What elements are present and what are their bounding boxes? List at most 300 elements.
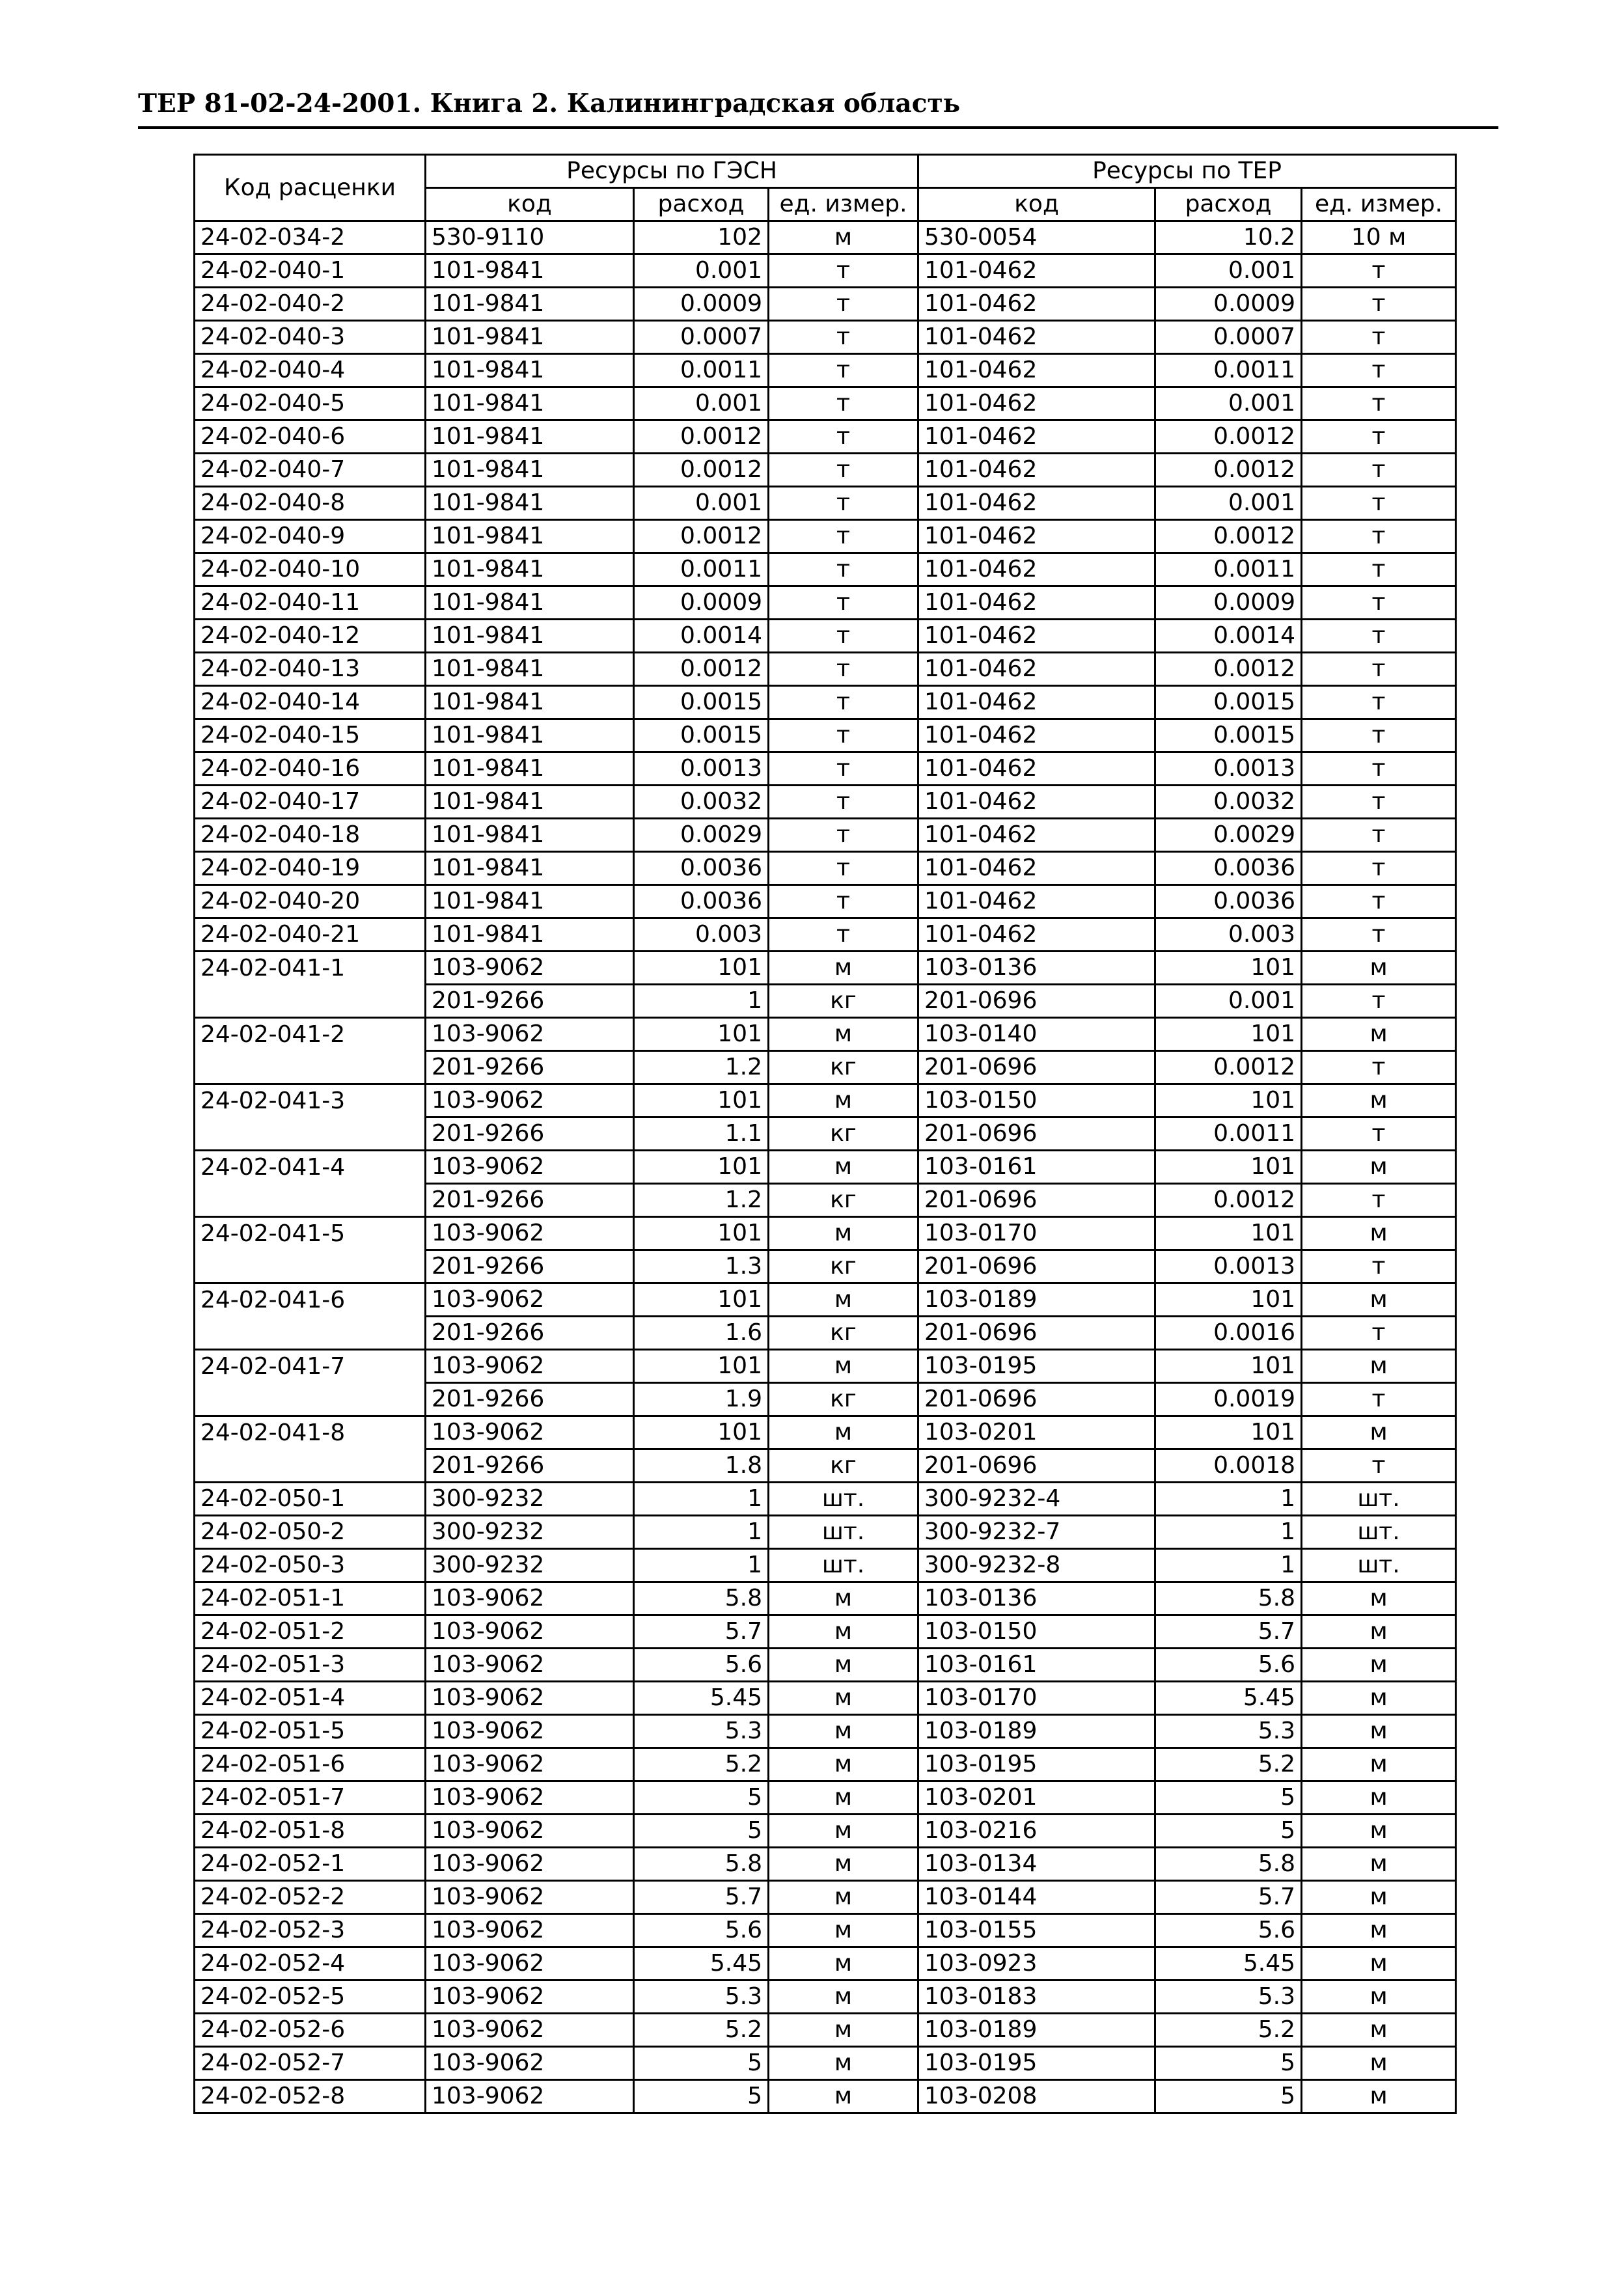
gesn-unit-cell: т	[769, 420, 918, 454]
gesn-unit-cell: м	[769, 1649, 918, 1682]
ter-amount-cell: 0.0019	[1155, 1383, 1302, 1416]
rate-code-cell: 24-02-040-17	[195, 786, 426, 819]
ter-unit-cell: т	[1302, 653, 1456, 686]
table-row	[195, 487, 1456, 520]
ter-amount-cell: 1	[1155, 1483, 1302, 1516]
ter-unit-cell: т	[1302, 420, 1456, 454]
ter-code-cell: 101-0462	[918, 752, 1155, 786]
ter-amount-cell: 0.0036	[1155, 852, 1302, 885]
ter-unit-cell: т	[1302, 487, 1456, 520]
ter-code-cell: 101-0462	[918, 520, 1155, 553]
ter-unit-cell: м	[1302, 1582, 1456, 1615]
table-row	[195, 1615, 1456, 1649]
ter-amount-cell: 101	[1155, 1350, 1302, 1383]
ter-unit-cell: м	[1302, 952, 1456, 985]
gesn-amount-cell: 1	[634, 1549, 769, 1582]
gesn-amount-cell: 101	[634, 1217, 769, 1250]
ter-code-cell: 103-0195	[918, 1748, 1155, 1781]
gesn-amount-cell: 0.0012	[634, 454, 769, 487]
table-row	[195, 1549, 1456, 1582]
ter-code-cell: 101-0462	[918, 918, 1155, 952]
gesn-code-cell: 101-9841	[426, 487, 634, 520]
ter-amount-cell: 101	[1155, 1151, 1302, 1184]
gesn-unit-cell: м	[769, 2080, 918, 2113]
ter-unit-cell: т	[1302, 686, 1456, 719]
table-row	[195, 620, 1456, 653]
ter-unit-cell: м	[1302, 2080, 1456, 2113]
rate-code-cell: 24-02-034-2	[195, 221, 426, 254]
rate-code-cell	[195, 1250, 426, 1283]
gesn-code-cell: 103-9062	[426, 1283, 634, 1317]
gesn-amount-cell: 1	[634, 1483, 769, 1516]
ter-code-cell: 300-9232-7	[918, 1516, 1155, 1549]
table-row	[195, 321, 1456, 354]
table-row	[195, 1748, 1456, 1781]
table-row	[195, 1582, 1456, 1615]
gesn-unit-cell: м	[769, 1781, 918, 1815]
ter-code-cell: 103-0155	[918, 1914, 1155, 1947]
ter-unit-cell: т	[1302, 288, 1456, 321]
rate-code-cell: 24-02-041-1	[195, 952, 426, 985]
ter-unit-cell: м	[1302, 1848, 1456, 1881]
gesn-amount-cell: 1.3	[634, 1250, 769, 1283]
rate-code-cell: 24-02-051-6	[195, 1748, 426, 1781]
ter-code-cell: 201-0696	[918, 1184, 1155, 1217]
header-gesn-code: код	[426, 188, 634, 221]
rate-code-cell: 24-02-040-9	[195, 520, 426, 553]
gesn-amount-cell: 0.0036	[634, 885, 769, 918]
ter-unit-cell: 10 м	[1302, 221, 1456, 254]
ter-unit-cell: т	[1302, 254, 1456, 288]
gesn-amount-cell: 5	[634, 2080, 769, 2113]
gesn-unit-cell: м	[769, 1715, 918, 1748]
gesn-code-cell: 103-9062	[426, 1582, 634, 1615]
page-title: ТЕР 81-02-24-2001. Книга 2. Калининградская область	[138, 89, 961, 118]
gesn-amount-cell: 5	[634, 2047, 769, 2080]
ter-code-cell: 101-0462	[918, 719, 1155, 752]
gesn-unit-cell: т	[769, 918, 918, 952]
gesn-code-cell: 101-9841	[426, 420, 634, 454]
ter-unit-cell: шт.	[1302, 1483, 1456, 1516]
ter-amount-cell: 5.45	[1155, 1682, 1302, 1715]
ter-amount-cell: 0.0009	[1155, 288, 1302, 321]
gesn-code-cell: 103-9062	[426, 1084, 634, 1117]
ter-code-cell: 103-0208	[918, 2080, 1155, 2113]
ter-unit-cell: т	[1302, 1184, 1456, 1217]
ter-code-cell: 201-0696	[918, 1317, 1155, 1350]
gesn-unit-cell: т	[769, 586, 918, 620]
table-row	[195, 1184, 1456, 1217]
gesn-unit-cell: кг	[769, 1449, 918, 1483]
gesn-unit-cell: т	[769, 653, 918, 686]
gesn-amount-cell: 5.7	[634, 1615, 769, 1649]
ter-code-cell: 101-0462	[918, 387, 1155, 420]
ter-code-cell: 103-0161	[918, 1649, 1155, 1682]
gesn-unit-cell: т	[769, 454, 918, 487]
ter-unit-cell: т	[1302, 719, 1456, 752]
ter-unit-cell: т	[1302, 387, 1456, 420]
ter-amount-cell: 1	[1155, 1516, 1302, 1549]
rate-code-cell: 24-02-041-5	[195, 1217, 426, 1250]
rate-code-cell: 24-02-040-1	[195, 254, 426, 288]
table-row	[195, 1848, 1456, 1881]
ter-amount-cell: 0.0032	[1155, 786, 1302, 819]
ter-code-cell: 103-0189	[918, 1283, 1155, 1317]
ter-unit-cell: т	[1302, 1051, 1456, 1084]
ter-unit-cell: т	[1302, 1317, 1456, 1350]
rate-code-cell: 24-02-040-14	[195, 686, 426, 719]
table-row	[195, 1018, 1456, 1051]
header-ter-code: код	[918, 188, 1155, 221]
table-row	[195, 2014, 1456, 2047]
rate-code-cell: 24-02-040-10	[195, 553, 426, 586]
ter-unit-cell: т	[1302, 1383, 1456, 1416]
ter-unit-cell: т	[1302, 1449, 1456, 1483]
ter-unit-cell: м	[1302, 1914, 1456, 1947]
rate-code-cell: 24-02-052-8	[195, 2080, 426, 2113]
table-row	[195, 1117, 1456, 1151]
table-row	[195, 985, 1456, 1018]
gesn-code-cell: 103-9062	[426, 1947, 634, 1981]
gesn-unit-cell: кг	[769, 1317, 918, 1350]
gesn-code-cell: 300-9232	[426, 1516, 634, 1549]
rate-code-cell: 24-02-051-5	[195, 1715, 426, 1748]
ter-unit-cell: т	[1302, 1250, 1456, 1283]
table-row	[195, 653, 1456, 686]
gesn-code-cell: 103-9062	[426, 1151, 634, 1184]
gesn-amount-cell: 5.2	[634, 1748, 769, 1781]
ter-code-cell: 530-0054	[918, 221, 1155, 254]
table-row	[195, 1449, 1456, 1483]
ter-code-cell: 103-0201	[918, 1416, 1155, 1449]
gesn-amount-cell: 5	[634, 1781, 769, 1815]
gesn-unit-cell: м	[769, 2014, 918, 2047]
gesn-code-cell: 101-9841	[426, 719, 634, 752]
ter-amount-cell: 101	[1155, 1018, 1302, 1051]
rate-code-cell: 24-02-051-2	[195, 1615, 426, 1649]
gesn-code-cell: 101-9841	[426, 786, 634, 819]
table-row	[195, 520, 1456, 553]
gesn-amount-cell: 0.001	[634, 487, 769, 520]
gesn-code-cell: 201-9266	[426, 1383, 634, 1416]
gesn-amount-cell: 1	[634, 985, 769, 1018]
title-rule	[138, 126, 1498, 129]
ter-amount-cell: 0.0013	[1155, 752, 1302, 786]
gesn-amount-cell: 1	[634, 1516, 769, 1549]
gesn-unit-cell: кг	[769, 1117, 918, 1151]
rate-code-cell: 24-02-040-6	[195, 420, 426, 454]
ter-amount-cell: 5.8	[1155, 1582, 1302, 1615]
rate-code-cell: 24-02-041-8	[195, 1416, 426, 1449]
gesn-unit-cell: м	[769, 952, 918, 985]
ter-unit-cell: м	[1302, 1283, 1456, 1317]
ter-amount-cell: 0.001	[1155, 387, 1302, 420]
ter-amount-cell: 5.3	[1155, 1981, 1302, 2014]
ter-amount-cell: 5.3	[1155, 1715, 1302, 1748]
rate-code-cell	[195, 1383, 426, 1416]
gesn-unit-cell: т	[769, 553, 918, 586]
table-row	[195, 1881, 1456, 1914]
ter-unit-cell: м	[1302, 1350, 1456, 1383]
gesn-amount-cell: 1.6	[634, 1317, 769, 1350]
ter-unit-cell: т	[1302, 586, 1456, 620]
ter-unit-cell: т	[1302, 819, 1456, 852]
gesn-unit-cell: кг	[769, 985, 918, 1018]
gesn-code-cell: 201-9266	[426, 1250, 634, 1283]
table-row	[195, 454, 1456, 487]
rate-code-cell: 24-02-041-2	[195, 1018, 426, 1051]
gesn-code-cell: 103-9062	[426, 1848, 634, 1881]
gesn-amount-cell: 1.2	[634, 1051, 769, 1084]
gesn-amount-cell: 0.0015	[634, 719, 769, 752]
ter-amount-cell: 0.0012	[1155, 454, 1302, 487]
rate-code-cell	[195, 1184, 426, 1217]
table-row	[195, 1250, 1456, 1283]
table-row	[195, 1317, 1456, 1350]
rate-code-cell: 24-02-051-4	[195, 1682, 426, 1715]
table-row	[195, 1416, 1456, 1449]
gesn-code-cell: 101-9841	[426, 918, 634, 952]
ter-amount-cell: 0.001	[1155, 487, 1302, 520]
gesn-unit-cell: м	[769, 1416, 918, 1449]
ter-amount-cell: 101	[1155, 1416, 1302, 1449]
gesn-unit-cell: шт.	[769, 1549, 918, 1582]
table-row	[195, 1051, 1456, 1084]
gesn-amount-cell: 0.0012	[634, 420, 769, 454]
rate-code-cell: 24-02-051-1	[195, 1582, 426, 1615]
ter-amount-cell: 1	[1155, 1549, 1302, 1582]
ter-code-cell: 101-0462	[918, 586, 1155, 620]
gesn-code-cell: 103-9062	[426, 1018, 634, 1051]
table-row	[195, 719, 1456, 752]
ter-amount-cell: 5.7	[1155, 1615, 1302, 1649]
gesn-unit-cell: т	[769, 752, 918, 786]
ter-unit-cell: т	[1302, 985, 1456, 1018]
table-row	[195, 254, 1456, 288]
header-group-gesn: Ресурсы по ГЭСН	[426, 155, 918, 188]
ter-amount-cell: 101	[1155, 952, 1302, 985]
ter-code-cell: 101-0462	[918, 454, 1155, 487]
gesn-amount-cell: 0.0032	[634, 786, 769, 819]
ter-code-cell: 103-0161	[918, 1151, 1155, 1184]
gesn-code-cell: 101-9841	[426, 387, 634, 420]
gesn-amount-cell: 0.0012	[634, 653, 769, 686]
ter-unit-cell: т	[1302, 752, 1456, 786]
ter-code-cell: 201-0696	[918, 1383, 1155, 1416]
ter-code-cell: 103-0144	[918, 1881, 1155, 1914]
gesn-amount-cell: 101	[634, 1018, 769, 1051]
gesn-code-cell: 103-9062	[426, 1815, 634, 1848]
table-row	[195, 1649, 1456, 1682]
gesn-code-cell: 101-9841	[426, 586, 634, 620]
gesn-unit-cell: м	[769, 1682, 918, 1715]
gesn-unit-cell: т	[769, 288, 918, 321]
ter-amount-cell: 5	[1155, 2047, 1302, 2080]
ter-code-cell: 103-0183	[918, 1981, 1155, 2014]
gesn-amount-cell: 5.8	[634, 1848, 769, 1881]
gesn-unit-cell: т	[769, 686, 918, 719]
ter-code-cell: 101-0462	[918, 852, 1155, 885]
gesn-amount-cell: 1.2	[634, 1184, 769, 1217]
gesn-unit-cell: кг	[769, 1051, 918, 1084]
ter-code-cell: 201-0696	[918, 1250, 1155, 1283]
gesn-amount-cell: 0.0013	[634, 752, 769, 786]
ter-amount-cell: 0.0011	[1155, 1117, 1302, 1151]
rate-code-cell: 24-02-051-7	[195, 1781, 426, 1815]
ter-amount-cell: 0.0012	[1155, 1051, 1302, 1084]
gesn-amount-cell: 0.0009	[634, 288, 769, 321]
table-row	[195, 221, 1456, 254]
ter-amount-cell: 101	[1155, 1084, 1302, 1117]
gesn-code-cell: 103-9062	[426, 1715, 634, 1748]
table-row	[195, 786, 1456, 819]
gesn-amount-cell: 102	[634, 221, 769, 254]
ter-unit-cell: т	[1302, 786, 1456, 819]
table-row	[195, 885, 1456, 918]
gesn-code-cell: 103-9062	[426, 1748, 634, 1781]
ter-code-cell: 101-0462	[918, 620, 1155, 653]
ter-code-cell: 103-0189	[918, 2014, 1155, 2047]
gesn-amount-cell: 1.1	[634, 1117, 769, 1151]
gesn-code-cell: 101-9841	[426, 288, 634, 321]
rate-code-cell: 24-02-040-16	[195, 752, 426, 786]
header-rate-code: Код расценки	[195, 155, 426, 221]
ter-code-cell: 103-0195	[918, 1350, 1155, 1383]
ter-amount-cell: 0.0015	[1155, 719, 1302, 752]
rate-code-cell: 24-02-040-4	[195, 354, 426, 387]
gesn-code-cell: 103-9062	[426, 1881, 634, 1914]
ter-amount-cell: 0.0014	[1155, 620, 1302, 653]
gesn-code-cell: 101-9841	[426, 321, 634, 354]
ter-unit-cell: т	[1302, 620, 1456, 653]
gesn-unit-cell: т	[769, 487, 918, 520]
rate-code-cell: 24-02-052-6	[195, 2014, 426, 2047]
gesn-amount-cell: 0.0036	[634, 852, 769, 885]
gesn-code-cell: 103-9062	[426, 1416, 634, 1449]
ter-code-cell: 103-0140	[918, 1018, 1155, 1051]
ter-code-cell: 201-0696	[918, 1449, 1155, 1483]
gesn-code-cell: 530-9110	[426, 221, 634, 254]
gesn-code-cell: 101-9841	[426, 819, 634, 852]
gesn-amount-cell: 101	[634, 952, 769, 985]
gesn-unit-cell: м	[769, 2047, 918, 2080]
gesn-amount-cell: 0.0014	[634, 620, 769, 653]
rate-code-cell: 24-02-052-1	[195, 1848, 426, 1881]
gesn-code-cell: 101-9841	[426, 354, 634, 387]
ter-amount-cell: 0.0016	[1155, 1317, 1302, 1350]
rate-code-cell: 24-02-040-5	[195, 387, 426, 420]
ter-amount-cell: 0.0012	[1155, 653, 1302, 686]
ter-unit-cell: т	[1302, 454, 1456, 487]
ter-amount-cell: 5.2	[1155, 1748, 1302, 1781]
table-row	[195, 1084, 1456, 1117]
table-row	[195, 1383, 1456, 1416]
gesn-code-cell: 101-9841	[426, 852, 634, 885]
ter-unit-cell: т	[1302, 918, 1456, 952]
gesn-amount-cell: 5.45	[634, 1682, 769, 1715]
table-row	[195, 918, 1456, 952]
ter-unit-cell: м	[1302, 1151, 1456, 1184]
ter-unit-cell: м	[1302, 2047, 1456, 2080]
gesn-amount-cell: 0.001	[634, 254, 769, 288]
ter-code-cell: 101-0462	[918, 885, 1155, 918]
ter-amount-cell: 0.0011	[1155, 553, 1302, 586]
gesn-code-cell: 103-9062	[426, 2014, 634, 2047]
table-row	[195, 1781, 1456, 1815]
gesn-amount-cell: 5.6	[634, 1649, 769, 1682]
gesn-amount-cell: 5.3	[634, 1981, 769, 2014]
gesn-unit-cell: м	[769, 1815, 918, 1848]
gesn-unit-cell: т	[769, 620, 918, 653]
ter-amount-cell: 0.001	[1155, 985, 1302, 1018]
ter-amount-cell: 5.45	[1155, 1947, 1302, 1981]
table-row	[195, 1516, 1456, 1549]
gesn-amount-cell: 0.0029	[634, 819, 769, 852]
gesn-unit-cell: м	[769, 1615, 918, 1649]
ter-code-cell: 103-0195	[918, 2047, 1155, 2080]
rate-code-cell: 24-02-040-15	[195, 719, 426, 752]
ter-amount-cell: 0.0018	[1155, 1449, 1302, 1483]
gesn-code-cell: 103-9062	[426, 1217, 634, 1250]
gesn-code-cell: 103-9062	[426, 1350, 634, 1383]
ter-unit-cell: шт.	[1302, 1549, 1456, 1582]
gesn-unit-cell: м	[769, 1947, 918, 1981]
rate-code-cell: 24-02-051-3	[195, 1649, 426, 1682]
ter-unit-cell: т	[1302, 354, 1456, 387]
table-row	[195, 1350, 1456, 1383]
table-row	[195, 420, 1456, 454]
rate-code-cell: 24-02-040-21	[195, 918, 426, 952]
gesn-code-cell: 103-9062	[426, 1981, 634, 2014]
ter-amount-cell: 0.0012	[1155, 420, 1302, 454]
gesn-amount-cell: 5.7	[634, 1881, 769, 1914]
gesn-amount-cell: 5.6	[634, 1914, 769, 1947]
gesn-unit-cell: м	[769, 1981, 918, 2014]
table-row	[195, 387, 1456, 420]
rate-code-cell: 24-02-040-18	[195, 819, 426, 852]
gesn-unit-cell: т	[769, 819, 918, 852]
header-ter-unit: ед. измер.	[1302, 188, 1456, 221]
ter-code-cell: 101-0462	[918, 420, 1155, 454]
gesn-code-cell: 103-9062	[426, 2047, 634, 2080]
gesn-unit-cell: м	[769, 1848, 918, 1881]
ter-unit-cell: м	[1302, 1615, 1456, 1649]
ter-amount-cell: 5	[1155, 1781, 1302, 1815]
rate-code-cell: 24-02-040-12	[195, 620, 426, 653]
gesn-amount-cell: 101	[634, 1151, 769, 1184]
table-row	[195, 1815, 1456, 1848]
ter-code-cell: 103-0134	[918, 1848, 1155, 1881]
ter-amount-cell: 0.0012	[1155, 1184, 1302, 1217]
ter-code-cell: 101-0462	[918, 321, 1155, 354]
ter-amount-cell: 5.8	[1155, 1848, 1302, 1881]
gesn-code-cell: 201-9266	[426, 1317, 634, 1350]
ter-code-cell: 103-0201	[918, 1781, 1155, 1815]
ter-unit-cell: м	[1302, 1781, 1456, 1815]
gesn-amount-cell: 5.2	[634, 2014, 769, 2047]
gesn-code-cell: 101-9841	[426, 686, 634, 719]
ter-code-cell: 103-0923	[918, 1947, 1155, 1981]
rate-code-cell	[195, 1317, 426, 1350]
ter-unit-cell: м	[1302, 1682, 1456, 1715]
table-row	[195, 1283, 1456, 1317]
gesn-amount-cell: 0.0015	[634, 686, 769, 719]
header-ter-amount: расход	[1155, 188, 1302, 221]
gesn-code-cell: 103-9062	[426, 1682, 634, 1715]
gesn-code-cell: 300-9232	[426, 1549, 634, 1582]
table-header	[195, 155, 1456, 221]
ter-code-cell: 103-0189	[918, 1715, 1155, 1748]
